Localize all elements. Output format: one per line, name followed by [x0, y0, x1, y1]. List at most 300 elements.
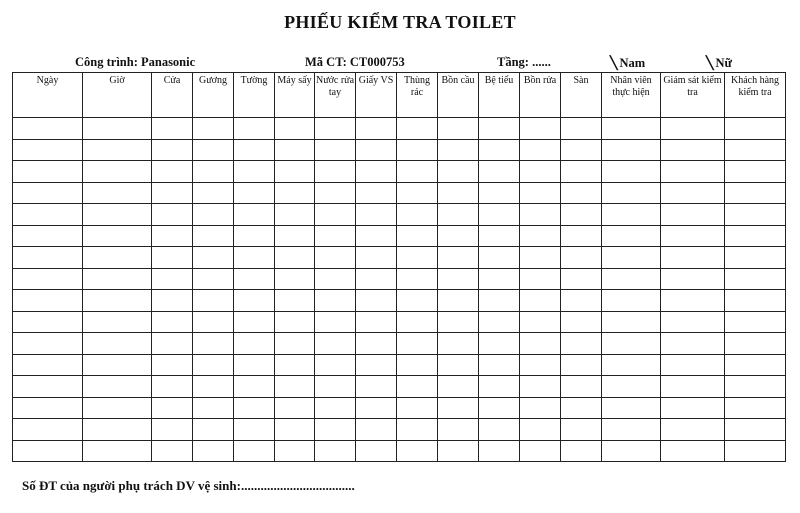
table-cell[interactable]	[661, 376, 725, 398]
table-cell[interactable]	[315, 440, 356, 462]
table-cell[interactable]	[152, 225, 193, 247]
table-cell[interactable]	[152, 311, 193, 333]
table-cell[interactable]	[275, 161, 315, 183]
table-cell[interactable]	[83, 440, 152, 462]
table-cell[interactable]	[561, 268, 602, 290]
table-cell[interactable]	[602, 376, 661, 398]
table-cell[interactable]	[315, 182, 356, 204]
table-cell[interactable]	[725, 225, 786, 247]
table-cell[interactable]	[661, 311, 725, 333]
table-cell[interactable]	[356, 419, 397, 441]
table-cell[interactable]	[438, 118, 479, 140]
table-cell[interactable]	[602, 225, 661, 247]
table-cell[interactable]	[438, 333, 479, 355]
table-cell[interactable]	[83, 290, 152, 312]
table-cell[interactable]	[356, 204, 397, 226]
table-cell[interactable]	[479, 247, 520, 269]
table-cell[interactable]	[83, 182, 152, 204]
table-cell[interactable]	[234, 139, 275, 161]
column-header: Nước rửa tay	[315, 73, 356, 118]
table-row	[13, 290, 786, 312]
table-cell[interactable]	[520, 397, 561, 419]
table-cell[interactable]	[275, 182, 315, 204]
table-cell[interactable]	[725, 397, 786, 419]
table-cell[interactable]	[13, 440, 83, 462]
table-cell[interactable]	[152, 354, 193, 376]
table-cell[interactable]	[661, 161, 725, 183]
table-cell[interactable]	[356, 397, 397, 419]
table-cell[interactable]	[520, 354, 561, 376]
table-cell[interactable]	[725, 354, 786, 376]
table-cell[interactable]	[315, 225, 356, 247]
table-cell[interactable]	[561, 118, 602, 140]
table-cell[interactable]	[13, 290, 83, 312]
table-cell[interactable]	[397, 139, 438, 161]
table-cell[interactable]	[397, 354, 438, 376]
table-cell[interactable]	[152, 268, 193, 290]
table-cell[interactable]	[661, 225, 725, 247]
table-cell[interactable]	[275, 268, 315, 290]
table-cell[interactable]	[725, 268, 786, 290]
table-cell[interactable]	[13, 247, 83, 269]
table-cell[interactable]	[561, 290, 602, 312]
table-cell[interactable]	[275, 333, 315, 355]
table-cell[interactable]	[397, 225, 438, 247]
table-cell[interactable]	[275, 311, 315, 333]
table-cell[interactable]	[234, 311, 275, 333]
table-cell[interactable]	[234, 440, 275, 462]
table-cell[interactable]	[520, 376, 561, 398]
column-header: Bồn rửa	[520, 73, 561, 118]
table-cell[interactable]	[438, 354, 479, 376]
table-row	[13, 182, 786, 204]
table-cell[interactable]	[315, 118, 356, 140]
table-cell[interactable]	[234, 204, 275, 226]
table-cell[interactable]	[602, 182, 661, 204]
table-cell[interactable]	[479, 268, 520, 290]
table-cell[interactable]	[520, 225, 561, 247]
column-header: Giám sát kiểm tra	[661, 73, 725, 118]
column-header: Giờ	[83, 73, 152, 118]
table-row	[13, 161, 786, 183]
table-cell[interactable]	[152, 161, 193, 183]
table-cell[interactable]	[152, 204, 193, 226]
column-header: Máy sấy	[275, 73, 315, 118]
checkmark-icon: ╲	[706, 56, 714, 70]
table-cell[interactable]	[438, 247, 479, 269]
phone-footer: Số ĐT của người phụ trách DV vệ sinh:...................................	[22, 478, 355, 493]
table-cell[interactable]	[397, 118, 438, 140]
table-cell[interactable]	[315, 161, 356, 183]
table-cell[interactable]	[193, 354, 234, 376]
table-cell[interactable]	[83, 354, 152, 376]
table-cell[interactable]	[275, 440, 315, 462]
table-cell[interactable]	[275, 118, 315, 140]
table-cell[interactable]	[520, 440, 561, 462]
column-header: Gương	[193, 73, 234, 118]
table-cell[interactable]	[152, 118, 193, 140]
table-cell[interactable]	[520, 204, 561, 226]
table-cell[interactable]	[602, 333, 661, 355]
table-cell[interactable]	[438, 376, 479, 398]
table-cell[interactable]	[275, 419, 315, 441]
table-cell[interactable]	[479, 311, 520, 333]
table-cell[interactable]	[234, 225, 275, 247]
table-cell[interactable]	[561, 247, 602, 269]
table-cell[interactable]	[661, 268, 725, 290]
table-cell[interactable]	[602, 118, 661, 140]
table-cell[interactable]	[315, 290, 356, 312]
table-cell[interactable]	[397, 333, 438, 355]
table-cell[interactable]	[193, 118, 234, 140]
table-cell[interactable]	[561, 376, 602, 398]
table-cell[interactable]	[275, 247, 315, 269]
table-cell[interactable]	[479, 225, 520, 247]
table-cell[interactable]	[193, 311, 234, 333]
table-cell[interactable]	[193, 290, 234, 312]
table-cell[interactable]	[561, 204, 602, 226]
table-cell[interactable]	[356, 139, 397, 161]
table-cell[interactable]	[315, 419, 356, 441]
column-header: Ngày	[13, 73, 83, 118]
table-cell[interactable]	[13, 333, 83, 355]
table-cell[interactable]	[520, 182, 561, 204]
table-cell[interactable]	[13, 419, 83, 441]
table-cell[interactable]	[83, 376, 152, 398]
table-cell[interactable]	[725, 182, 786, 204]
table-cell[interactable]	[561, 419, 602, 441]
table-cell[interactable]	[193, 376, 234, 398]
table-cell[interactable]	[602, 354, 661, 376]
table-cell[interactable]	[479, 139, 520, 161]
table-cell[interactable]	[234, 290, 275, 312]
table-cell[interactable]	[438, 311, 479, 333]
table-cell[interactable]	[315, 311, 356, 333]
table-cell[interactable]	[561, 397, 602, 419]
table-cell[interactable]	[725, 118, 786, 140]
table-cell[interactable]	[561, 139, 602, 161]
table-cell[interactable]	[275, 204, 315, 226]
table-cell[interactable]	[438, 204, 479, 226]
table-cell[interactable]	[520, 118, 561, 140]
table-cell[interactable]	[152, 139, 193, 161]
project-code: Mã CT: CT000753	[305, 55, 405, 69]
table-cell[interactable]	[152, 182, 193, 204]
table-cell[interactable]	[438, 268, 479, 290]
table-cell[interactable]	[13, 204, 83, 226]
table-cell[interactable]	[661, 397, 725, 419]
table-cell[interactable]	[725, 204, 786, 226]
table-cell[interactable]	[152, 419, 193, 441]
table-cell[interactable]	[315, 268, 356, 290]
table-cell[interactable]	[397, 397, 438, 419]
table-cell[interactable]	[520, 247, 561, 269]
table-cell[interactable]	[152, 333, 193, 355]
table-cell[interactable]	[13, 161, 83, 183]
table-cell[interactable]	[193, 247, 234, 269]
table-cell[interactable]	[356, 268, 397, 290]
table-cell[interactable]	[315, 397, 356, 419]
table-cell[interactable]	[356, 225, 397, 247]
table-row	[13, 225, 786, 247]
table-cell[interactable]	[83, 161, 152, 183]
table-cell[interactable]	[152, 376, 193, 398]
table-cell[interactable]	[83, 139, 152, 161]
column-header: Cửa	[152, 73, 193, 118]
column-header: Giấy VS	[356, 73, 397, 118]
table-cell[interactable]	[520, 139, 561, 161]
table-cell[interactable]	[438, 397, 479, 419]
table-cell[interactable]	[661, 118, 725, 140]
table-cell[interactable]	[479, 419, 520, 441]
table-cell[interactable]	[275, 354, 315, 376]
table-cell[interactable]	[561, 311, 602, 333]
table-row	[13, 247, 786, 269]
table-cell[interactable]	[234, 333, 275, 355]
table-cell[interactable]	[152, 440, 193, 462]
table-cell[interactable]	[438, 161, 479, 183]
table-cell[interactable]	[661, 182, 725, 204]
table-cell[interactable]	[193, 333, 234, 355]
table-cell[interactable]	[561, 440, 602, 462]
table-cell[interactable]	[602, 290, 661, 312]
table-cell[interactable]	[438, 290, 479, 312]
floor-field: Tầng: ......	[497, 55, 551, 69]
table-cell[interactable]	[438, 182, 479, 204]
table-cell[interactable]	[356, 333, 397, 355]
table-cell[interactable]	[193, 204, 234, 226]
table-cell[interactable]	[234, 247, 275, 269]
column-header: Khách hàng kiểm tra	[725, 73, 786, 118]
table-cell[interactable]	[661, 419, 725, 441]
table-cell[interactable]	[479, 182, 520, 204]
table-cell[interactable]	[13, 397, 83, 419]
table-cell[interactable]	[725, 247, 786, 269]
table-row	[13, 376, 786, 398]
table-cell[interactable]	[275, 376, 315, 398]
table-cell[interactable]	[479, 376, 520, 398]
table-row	[13, 118, 786, 140]
table-cell[interactable]	[602, 161, 661, 183]
column-header: Nhân viên thực hiện	[602, 73, 661, 118]
table-cell[interactable]	[315, 204, 356, 226]
table-cell[interactable]	[520, 311, 561, 333]
table-cell[interactable]	[397, 247, 438, 269]
table-cell[interactable]	[83, 225, 152, 247]
table-row	[13, 268, 786, 290]
column-header: Bệ tiểu	[479, 73, 520, 118]
table-cell[interactable]	[397, 440, 438, 462]
table-cell[interactable]	[356, 161, 397, 183]
table-cell[interactable]	[397, 290, 438, 312]
table-cell[interactable]	[602, 247, 661, 269]
table-cell[interactable]	[438, 139, 479, 161]
table-cell[interactable]	[193, 139, 234, 161]
table-row	[13, 333, 786, 355]
table-cell[interactable]	[83, 311, 152, 333]
table-cell[interactable]	[479, 440, 520, 462]
table-cell[interactable]	[520, 268, 561, 290]
table-cell[interactable]	[602, 440, 661, 462]
page-title: PHIẾU KIỂM TRA TOILET	[284, 12, 516, 32]
table-cell[interactable]	[83, 118, 152, 140]
project-label: Công trình: Panasonic	[75, 55, 196, 69]
table-cell[interactable]	[13, 118, 83, 140]
table-cell[interactable]	[315, 376, 356, 398]
table-cell[interactable]	[397, 268, 438, 290]
table-cell[interactable]	[561, 354, 602, 376]
table-cell[interactable]	[152, 290, 193, 312]
table-cell[interactable]	[356, 376, 397, 398]
male-label: Nam	[619, 56, 646, 70]
table-cell[interactable]	[725, 311, 786, 333]
table-cell[interactable]	[725, 139, 786, 161]
table-cell[interactable]	[234, 419, 275, 441]
table-cell[interactable]	[356, 354, 397, 376]
table-cell[interactable]	[315, 139, 356, 161]
table-cell[interactable]	[397, 419, 438, 441]
table-cell[interactable]	[234, 397, 275, 419]
table-cell[interactable]	[193, 268, 234, 290]
table-cell[interactable]	[83, 419, 152, 441]
table-cell[interactable]	[479, 354, 520, 376]
table-cell[interactable]	[315, 333, 356, 355]
table-cell[interactable]	[602, 268, 661, 290]
table-cell[interactable]	[275, 139, 315, 161]
table-cell[interactable]	[661, 290, 725, 312]
column-header: Thùng rác	[397, 73, 438, 118]
table-cell[interactable]	[13, 354, 83, 376]
table-cell[interactable]	[193, 182, 234, 204]
table-cell[interactable]	[661, 247, 725, 269]
table-cell[interactable]	[725, 161, 786, 183]
male-option	[610, 55, 645, 71]
table-cell[interactable]	[13, 139, 83, 161]
table-cell[interactable]	[193, 397, 234, 419]
table-cell[interactable]	[315, 247, 356, 269]
table-cell[interactable]	[193, 440, 234, 462]
female-label: Nữ	[715, 56, 733, 70]
table-cell[interactable]	[661, 333, 725, 355]
table-cell[interactable]	[561, 182, 602, 204]
table-cell[interactable]	[561, 333, 602, 355]
table-cell[interactable]	[13, 311, 83, 333]
female-option	[706, 55, 732, 71]
table-cell[interactable]	[234, 182, 275, 204]
table-cell[interactable]	[725, 440, 786, 462]
table-cell[interactable]	[13, 268, 83, 290]
table-cell[interactable]	[397, 204, 438, 226]
table-cell[interactable]	[479, 290, 520, 312]
table-cell[interactable]	[152, 397, 193, 419]
table-cell[interactable]	[356, 290, 397, 312]
table-cell[interactable]	[397, 311, 438, 333]
table-row	[13, 440, 786, 462]
table-cell[interactable]	[13, 225, 83, 247]
table-cell[interactable]	[234, 376, 275, 398]
table-cell[interactable]	[83, 333, 152, 355]
table-cell[interactable]	[520, 290, 561, 312]
table-cell[interactable]	[13, 376, 83, 398]
table-cell[interactable]	[152, 247, 193, 269]
table-cell[interactable]	[661, 139, 725, 161]
table-cell[interactable]	[725, 290, 786, 312]
table-row	[13, 397, 786, 419]
table-cell[interactable]	[561, 225, 602, 247]
table-row	[13, 204, 786, 226]
table-cell[interactable]	[602, 139, 661, 161]
table-cell[interactable]	[234, 161, 275, 183]
table-cell[interactable]	[520, 333, 561, 355]
table-cell[interactable]	[83, 397, 152, 419]
table-cell[interactable]	[602, 397, 661, 419]
table-cell[interactable]	[661, 204, 725, 226]
table-cell[interactable]	[315, 354, 356, 376]
inspection-table	[12, 72, 786, 462]
table-cell[interactable]	[479, 333, 520, 355]
table-cell[interactable]	[83, 204, 152, 226]
table-cell[interactable]	[275, 290, 315, 312]
table-cell[interactable]	[397, 182, 438, 204]
table-cell[interactable]	[520, 419, 561, 441]
table-cell[interactable]	[438, 419, 479, 441]
table-cell[interactable]	[356, 118, 397, 140]
table-cell[interactable]	[602, 204, 661, 226]
table-cell[interactable]	[193, 161, 234, 183]
table-cell[interactable]	[561, 161, 602, 183]
table-cell[interactable]	[397, 161, 438, 183]
table-cell[interactable]	[602, 311, 661, 333]
table-cell[interactable]	[193, 419, 234, 441]
column-header: Bồn cầu	[438, 73, 479, 118]
table-cell[interactable]	[356, 182, 397, 204]
table-cell[interactable]	[438, 440, 479, 462]
checkmark-icon: ╲	[610, 56, 618, 70]
table-cell[interactable]	[479, 204, 520, 226]
column-header: Sàn	[561, 73, 602, 118]
table-cell[interactable]	[275, 225, 315, 247]
table-cell[interactable]	[438, 225, 479, 247]
table-cell[interactable]	[356, 247, 397, 269]
table-row	[13, 354, 786, 376]
table-cell[interactable]	[661, 440, 725, 462]
table-row	[13, 419, 786, 441]
table-row	[13, 139, 786, 161]
table-cell[interactable]	[725, 333, 786, 355]
table-row	[13, 311, 786, 333]
table-cell[interactable]	[83, 268, 152, 290]
table-cell[interactable]	[83, 247, 152, 269]
table-cell[interactable]	[234, 118, 275, 140]
table-cell[interactable]	[725, 419, 786, 441]
table-cell[interactable]	[275, 397, 315, 419]
table-cell[interactable]	[520, 161, 561, 183]
table-cell[interactable]	[725, 376, 786, 398]
table-cell[interactable]	[234, 268, 275, 290]
table-cell[interactable]	[479, 161, 520, 183]
table-cell[interactable]	[356, 311, 397, 333]
table-cell[interactable]	[602, 419, 661, 441]
table-cell[interactable]	[356, 440, 397, 462]
table-cell[interactable]	[661, 354, 725, 376]
table-cell[interactable]	[397, 376, 438, 398]
table-cell[interactable]	[193, 225, 234, 247]
column-header: Tường	[234, 73, 275, 118]
table-cell[interactable]	[479, 397, 520, 419]
table-cell[interactable]	[234, 354, 275, 376]
table-cell[interactable]	[479, 118, 520, 140]
table-cell[interactable]	[13, 182, 83, 204]
